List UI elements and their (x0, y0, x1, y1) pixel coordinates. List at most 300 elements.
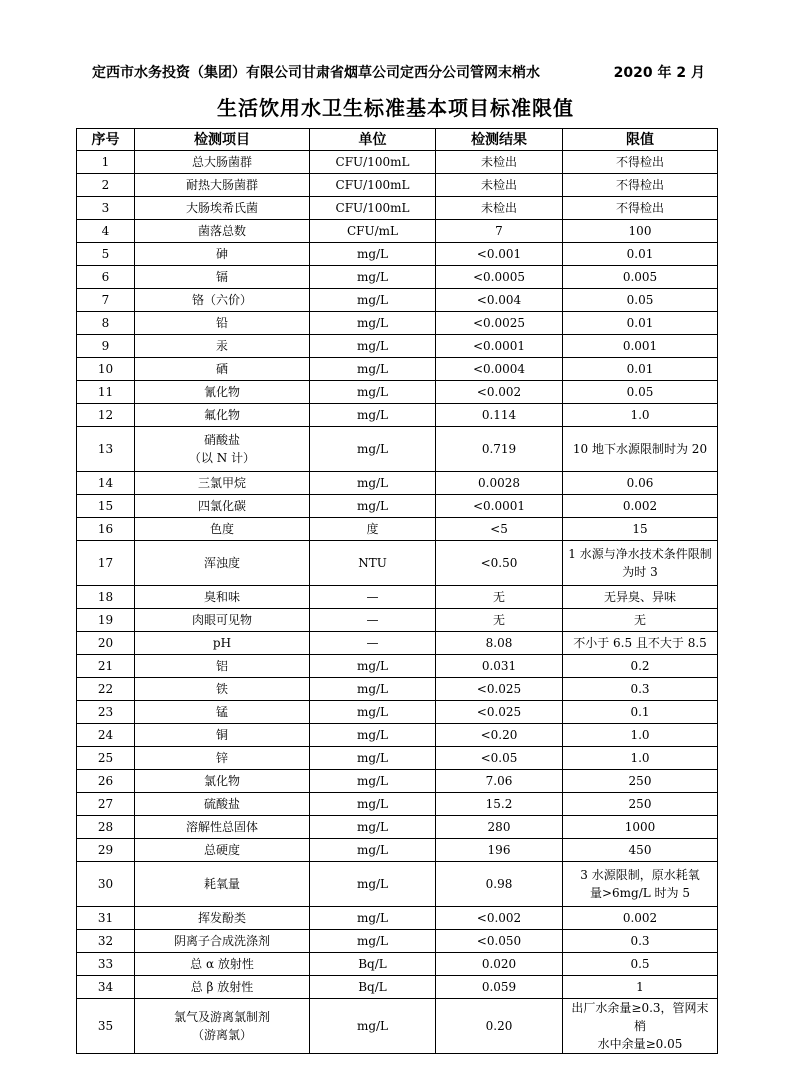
cell-item-text: pH (212, 636, 232, 650)
cell-limit (563, 335, 718, 358)
cell-result (436, 816, 563, 839)
cell-item-text: 溶解性总固体 (185, 820, 258, 834)
cell-item (135, 976, 310, 999)
table-row (77, 999, 718, 1054)
cell-limit-text: 250 (628, 797, 652, 811)
cell-limit (563, 701, 718, 724)
cell-limit (563, 793, 718, 816)
cell-no (77, 197, 135, 220)
cell-no (77, 220, 135, 243)
cell-result-text: 0.059 (481, 980, 517, 994)
cell-unit-text: mg/L (356, 705, 389, 719)
cell-item (135, 655, 310, 678)
cell-no-text: 21 (97, 659, 114, 673)
cell-limit (563, 518, 718, 541)
table-row (77, 976, 718, 999)
cell-limit-text: 100 (628, 224, 652, 238)
cell-item (135, 793, 310, 816)
cell-no-text: 24 (97, 728, 114, 742)
cell-result-text: 0.020 (481, 957, 517, 971)
cell-unit-text: mg/L (356, 728, 389, 742)
cell-no-text: 4 (101, 224, 110, 238)
cell-limit-text: 0.002 (622, 911, 658, 925)
cell-limit (563, 472, 718, 495)
cell-no (77, 358, 135, 381)
cell-result (436, 747, 563, 770)
cell-limit-text: 无异臭、异味 (603, 590, 676, 604)
cell-limit-text: 0.2 (630, 659, 650, 673)
cell-unit (310, 678, 436, 701)
cell-item-text: 肉眼可见物 (191, 613, 252, 627)
cell-limit-text: 0.06 (626, 476, 654, 490)
cell-result (436, 976, 563, 999)
cell-limit-text: 1000 (624, 820, 656, 834)
cell-no-text: 1 (101, 155, 110, 169)
table-header-row (77, 129, 718, 151)
cell-item (135, 495, 310, 518)
cell-result (436, 151, 563, 174)
cell-unit (310, 495, 436, 518)
cell-unit (310, 472, 436, 495)
cell-item (135, 518, 310, 541)
cell-no (77, 609, 135, 632)
cell-result (436, 289, 563, 312)
cell-result (436, 541, 563, 586)
cell-item-text: 耐热大肠菌群 (185, 178, 258, 192)
cell-item (135, 586, 310, 609)
cell-result (436, 312, 563, 335)
cell-limit-text: 出厂水余量≥0.3，管网末梢 (571, 1001, 709, 1033)
cell-unit (310, 976, 436, 999)
column-header-no: 序号 (77, 129, 135, 151)
cell-no-text: 16 (97, 522, 114, 536)
cell-no (77, 655, 135, 678)
cell-result (436, 770, 563, 793)
table-row (77, 243, 718, 266)
cell-no (77, 404, 135, 427)
cell-unit-text: — (366, 613, 379, 627)
cell-result-text: 0.031 (481, 659, 517, 673)
table-row (77, 197, 718, 220)
cell-no-text: 5 (101, 247, 110, 261)
cell-item-text: 锰 (215, 705, 228, 719)
table-row (77, 541, 718, 586)
table-row (77, 472, 718, 495)
cell-no-text: 7 (101, 293, 110, 307)
cell-item (135, 839, 310, 862)
cell-no (77, 724, 135, 747)
cell-no-text: 18 (97, 590, 114, 604)
table-row (77, 427, 718, 472)
cell-result-text: <0.025 (476, 705, 522, 719)
cell-unit (310, 427, 436, 472)
cell-result (436, 907, 563, 930)
cell-result-text: <0.50 (480, 556, 518, 570)
cell-limit (563, 907, 718, 930)
cell-no-text: 23 (97, 705, 114, 719)
cell-result-text: <0.0004 (472, 362, 526, 376)
cell-limit (563, 976, 718, 999)
table-row (77, 930, 718, 953)
cell-item (135, 404, 310, 427)
cell-result-text: <0.0001 (472, 499, 526, 513)
cell-no (77, 976, 135, 999)
cell-item-text: 三氯甲烷 (197, 476, 246, 490)
cell-unit (310, 747, 436, 770)
cell-no (77, 770, 135, 793)
page-title: 生活饮用水卫生标准基本项目标准限值 (217, 96, 574, 120)
cell-unit-text: mg/L (356, 877, 389, 891)
table-row (77, 724, 718, 747)
column-header-unit: 单位 (310, 129, 436, 151)
cell-result-text: 280 (487, 820, 511, 834)
cell-no-text: 20 (97, 636, 114, 650)
cell-limit-text: 1.0 (630, 751, 650, 765)
cell-unit-text: mg/L (356, 820, 389, 834)
cell-result-text: <0.002 (476, 385, 522, 399)
cell-no-text: 8 (101, 316, 110, 330)
column-header-limit: 限值 (563, 129, 718, 151)
cell-result-text: <0.001 (476, 247, 522, 261)
table-row (77, 151, 718, 174)
cell-result-text: <0.025 (476, 682, 522, 696)
cell-unit (310, 701, 436, 724)
cell-result (436, 632, 563, 655)
cell-limit (563, 609, 718, 632)
cell-unit-text: CFU/100mL (335, 178, 410, 192)
cell-limit-text: 0.01 (626, 362, 654, 376)
cell-limit-text: 0.01 (626, 247, 654, 261)
cell-unit (310, 816, 436, 839)
cell-no (77, 541, 135, 586)
column-header-result: 检测结果 (436, 129, 563, 151)
cell-limit-text: 250 (628, 774, 652, 788)
cell-limit-text: 无 (633, 613, 646, 627)
cell-limit-text: 1 (636, 980, 644, 994)
cell-item (135, 770, 310, 793)
cell-unit-text: 度 (366, 522, 379, 536)
cell-limit (563, 839, 718, 862)
cell-result-text: <0.0005 (472, 270, 526, 284)
cell-item (135, 999, 310, 1054)
cell-limit-text: 1 水源与净水技术条件限制 (568, 547, 712, 561)
cell-no (77, 632, 135, 655)
cell-item (135, 862, 310, 907)
cell-limit-text: 0.01 (626, 316, 654, 330)
cell-unit (310, 907, 436, 930)
cell-limit-text: 450 (628, 843, 652, 857)
cell-no-text: 2 (101, 178, 110, 192)
cell-item-text: （游离氯） (191, 1028, 252, 1042)
cell-limit-text: 1.0 (630, 728, 650, 742)
cell-limit-text: 0.3 (630, 934, 650, 948)
cell-item (135, 678, 310, 701)
cell-unit (310, 151, 436, 174)
cell-unit-text: mg/L (356, 293, 389, 307)
cell-result-text: 无 (492, 590, 505, 604)
cell-result-text: <5 (490, 522, 508, 536)
cell-unit (310, 541, 436, 586)
cell-limit-text: 0.3 (630, 682, 650, 696)
table-row (77, 289, 718, 312)
cell-unit-text: mg/L (356, 385, 389, 399)
cell-result-text: 未检出 (480, 178, 517, 192)
table-row (77, 839, 718, 862)
table-row (77, 816, 718, 839)
cell-item (135, 427, 310, 472)
cell-result-text: 7.06 (485, 774, 513, 788)
cell-limit-text: 不得检出 (615, 155, 664, 169)
cell-unit-text: mg/L (356, 339, 389, 353)
organization-name: 定西市水务投资（集团）有限公司甘肃省烟草公司定西分公司管网末梢水 (92, 65, 540, 81)
cell-item-text: （以 N 计） (188, 451, 256, 465)
cell-no (77, 289, 135, 312)
cell-result (436, 495, 563, 518)
cell-item-text: 耗氧量 (203, 877, 240, 891)
cell-no-text: 9 (101, 339, 110, 353)
cell-limit-text: 不得检出 (615, 201, 664, 215)
cell-unit-text: mg/L (356, 499, 389, 513)
cell-unit-text: mg/L (356, 476, 389, 490)
cell-result (436, 862, 563, 907)
cell-unit-text: mg/L (356, 797, 389, 811)
cell-limit (563, 953, 718, 976)
cell-limit-text: 水中余量≥0.05 (597, 1037, 683, 1051)
cell-item-text: 硒 (215, 362, 228, 376)
cell-item-text: 砷 (215, 247, 228, 261)
cell-result-text: 0.114 (481, 408, 517, 422)
cell-limit-text: 0.05 (626, 293, 654, 307)
cell-limit (563, 404, 718, 427)
cell-item (135, 243, 310, 266)
cell-unit-text: mg/L (356, 362, 389, 376)
cell-unit-text: mg/L (356, 682, 389, 696)
cell-unit (310, 724, 436, 747)
cell-no-text: 3 (101, 201, 110, 215)
cell-unit-text: mg/L (356, 774, 389, 788)
cell-no-text: 11 (97, 385, 114, 399)
cell-result (436, 953, 563, 976)
cell-no-text: 31 (97, 911, 114, 925)
table-row (77, 404, 718, 427)
cell-no-text: 19 (97, 613, 114, 627)
cell-unit (310, 839, 436, 862)
cell-no-text: 25 (97, 751, 114, 765)
cell-item (135, 701, 310, 724)
cell-no-text: 35 (97, 1019, 114, 1033)
cell-no-text: 14 (97, 476, 114, 490)
cell-limit (563, 541, 718, 586)
cell-unit-text: NTU (358, 556, 387, 570)
cell-unit (310, 312, 436, 335)
cell-no-text: 34 (97, 980, 114, 994)
cell-limit-text: 0.05 (626, 385, 654, 399)
cell-limit (563, 243, 718, 266)
table-row (77, 518, 718, 541)
table-row (77, 266, 718, 289)
cell-limit-text: 量>6mg/L 时为 5 (589, 886, 691, 900)
cell-unit-text: mg/L (356, 843, 389, 857)
cell-item-text: 总大肠菌群 (191, 155, 252, 169)
cell-item-text: 硫酸盐 (203, 797, 240, 811)
cell-limit (563, 862, 718, 907)
cell-result-text: <0.20 (480, 728, 518, 742)
cell-item (135, 197, 310, 220)
cell-unit (310, 518, 436, 541)
cell-result (436, 472, 563, 495)
table-row (77, 678, 718, 701)
cell-limit (563, 999, 718, 1054)
cell-no (77, 518, 135, 541)
cell-unit-text: Bq/L (358, 957, 387, 971)
cell-unit-text: CFU/100mL (335, 201, 410, 215)
cell-item (135, 907, 310, 930)
cell-item (135, 953, 310, 976)
cell-limit (563, 632, 718, 655)
cell-item-text: 菌落总数 (197, 224, 246, 238)
cell-no (77, 312, 135, 335)
cell-unit-text: mg/L (356, 408, 389, 422)
table-row (77, 953, 718, 976)
cell-result (436, 793, 563, 816)
cell-item-text: 氟化物 (203, 408, 240, 422)
cell-item-text: 氯气及游离氯制剂 (173, 1010, 270, 1024)
cell-result (436, 724, 563, 747)
cell-unit-text: — (366, 590, 379, 604)
cell-unit (310, 289, 436, 312)
cell-item-text: 氰化物 (203, 385, 240, 399)
cell-result-text: <0.002 (476, 911, 522, 925)
cell-item-text: 铁 (215, 682, 228, 696)
table-row (77, 907, 718, 930)
cell-no (77, 862, 135, 907)
cell-result-text: 无 (492, 613, 505, 627)
cell-limit (563, 770, 718, 793)
cell-limit (563, 495, 718, 518)
cell-unit (310, 632, 436, 655)
cell-limit (563, 220, 718, 243)
cell-result-text: 8.08 (485, 636, 513, 650)
cell-item-text: 臭和味 (203, 590, 240, 604)
cell-limit (563, 266, 718, 289)
cell-no (77, 793, 135, 816)
cell-item (135, 381, 310, 404)
cell-limit-text: 不小于 6.5 且不大于 8.5 (573, 636, 707, 650)
cell-result (436, 427, 563, 472)
cell-result (436, 678, 563, 701)
table-row (77, 609, 718, 632)
cell-limit (563, 586, 718, 609)
cell-unit (310, 197, 436, 220)
cell-no (77, 472, 135, 495)
cell-no (77, 701, 135, 724)
cell-limit (563, 197, 718, 220)
cell-no (77, 816, 135, 839)
cell-no (77, 151, 135, 174)
cell-no (77, 907, 135, 930)
cell-result (436, 999, 563, 1054)
cell-unit-text: CFU/mL (346, 224, 398, 238)
cell-no-text: 17 (97, 556, 114, 570)
table-row (77, 174, 718, 197)
table-row (77, 586, 718, 609)
cell-limit-text: 3 水源限制，原水耗氧 (580, 868, 700, 882)
cell-no-text: 6 (101, 270, 110, 284)
report-date: 2020 年 2 月 (613, 65, 705, 81)
cell-item-text: 锌 (215, 751, 228, 765)
cell-unit (310, 862, 436, 907)
cell-no (77, 427, 135, 472)
cell-no-text: 10 (97, 362, 114, 376)
cell-no (77, 495, 135, 518)
table-row (77, 358, 718, 381)
table-row (77, 701, 718, 724)
cell-result-text: <0.0001 (472, 339, 526, 353)
cell-unit (310, 793, 436, 816)
cell-no (77, 586, 135, 609)
cell-result-text: 7 (495, 224, 503, 238)
cell-result-text: <0.0025 (472, 316, 526, 330)
cell-no-text: 30 (97, 877, 114, 891)
cell-result-text: 0.719 (481, 442, 517, 456)
cell-item-text: 浑浊度 (203, 556, 240, 570)
cell-no-text: 33 (97, 957, 114, 971)
cell-result (436, 839, 563, 862)
cell-limit (563, 427, 718, 472)
cell-no (77, 678, 135, 701)
cell-item (135, 472, 310, 495)
cell-item (135, 266, 310, 289)
cell-result (436, 358, 563, 381)
cell-unit (310, 266, 436, 289)
cell-result (436, 518, 563, 541)
cell-result-text: 15.2 (485, 797, 513, 811)
table-row (77, 793, 718, 816)
cell-no (77, 243, 135, 266)
cell-limit (563, 151, 718, 174)
cell-no-text: 28 (97, 820, 114, 834)
cell-no-text: 26 (97, 774, 114, 788)
cell-no-text: 13 (97, 442, 114, 456)
cell-result-text: 0.20 (485, 1019, 513, 1033)
cell-item (135, 174, 310, 197)
cell-limit (563, 678, 718, 701)
cell-item (135, 151, 310, 174)
cell-item (135, 335, 310, 358)
cell-limit-text: 0.002 (622, 499, 658, 513)
cell-result-text: 0.0028 (478, 476, 520, 490)
cell-unit-text: mg/L (356, 1019, 389, 1033)
cell-unit-text: mg/L (356, 316, 389, 330)
cell-no (77, 266, 135, 289)
cell-no (77, 747, 135, 770)
table-row (77, 862, 718, 907)
cell-item-text: 铝 (215, 659, 228, 673)
cell-result (436, 243, 563, 266)
cell-unit (310, 220, 436, 243)
cell-no-text: 22 (97, 682, 114, 696)
cell-limit-text: 0.1 (630, 705, 650, 719)
cell-unit (310, 953, 436, 976)
cell-no-text: 27 (97, 797, 114, 811)
cell-limit-text: 10 地下水源限制时为 20 (572, 442, 708, 456)
cell-unit-text: mg/L (356, 247, 389, 261)
cell-unit-text: mg/L (356, 270, 389, 284)
cell-limit (563, 174, 718, 197)
cell-item (135, 816, 310, 839)
cell-unit-text: mg/L (356, 911, 389, 925)
cell-unit (310, 655, 436, 678)
